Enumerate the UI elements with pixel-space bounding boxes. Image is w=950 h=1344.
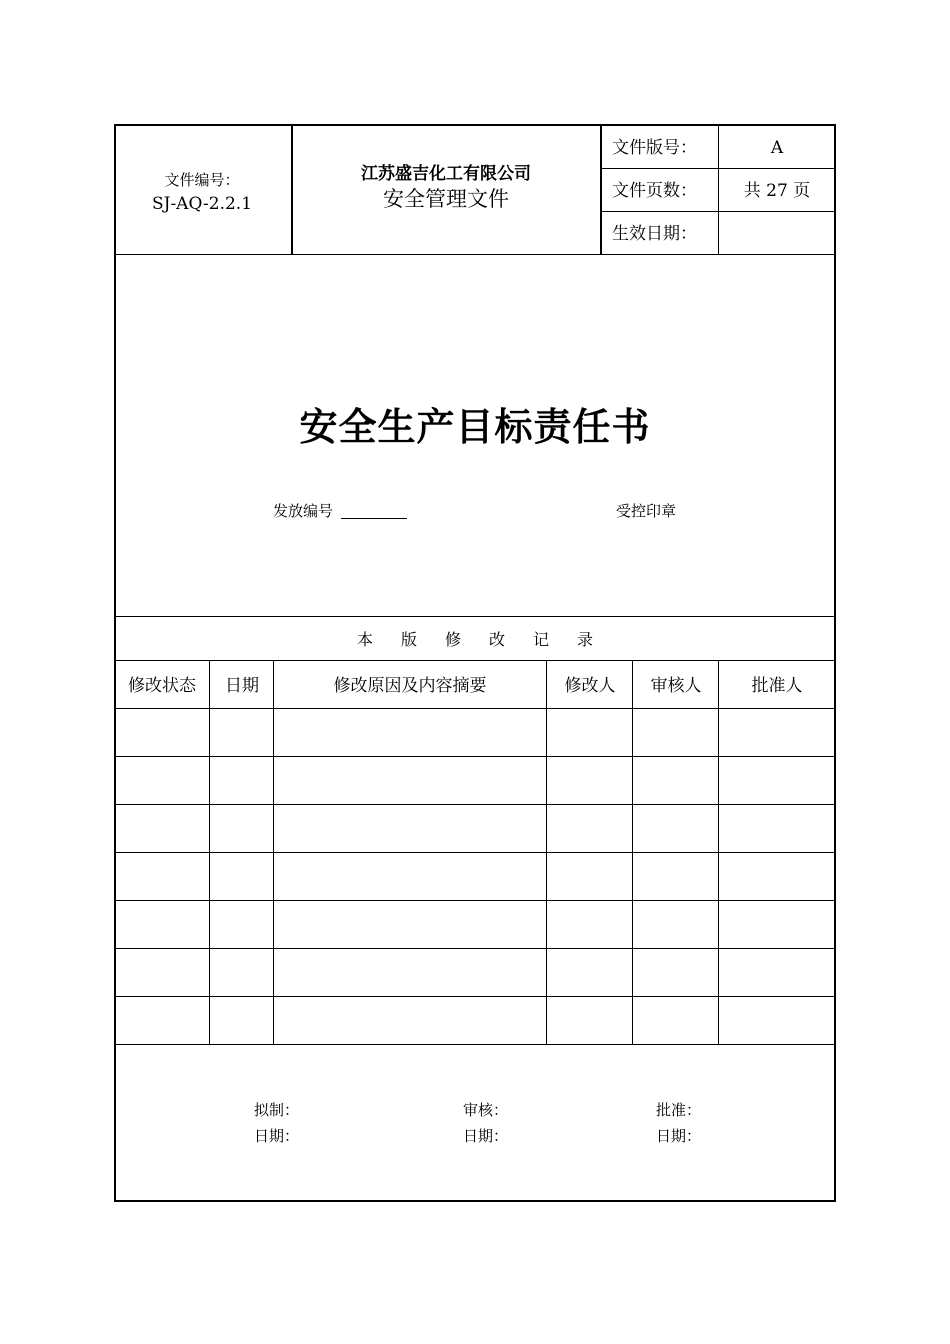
doc-number-label: 文件编号：: [164, 171, 240, 189]
approved-label: 批准：: [656, 1101, 702, 1119]
header-divider-value: [718, 126, 719, 254]
revision-section-title: [343, 632, 607, 648]
column-header-modifier: 修改人: [564, 676, 616, 696]
drafted-date-label: 日期：: [254, 1127, 300, 1145]
table-row-line: [116, 708, 834, 709]
controlled-stamp-label: 受控印章: [616, 502, 677, 520]
reviewed-label: 审核：: [463, 1101, 509, 1119]
table-column-line: [718, 660, 719, 1044]
table-column-line: [546, 660, 547, 1044]
revision-title-char-6: 录: [577, 630, 594, 649]
header-row-line-1: [601, 168, 836, 169]
column-header-date: 日期: [225, 676, 259, 696]
column-header-status: 修改状态: [128, 676, 196, 696]
pages-label: 文件页数：: [612, 181, 697, 201]
revision-title-char-5: 记: [533, 630, 550, 649]
table-column-line: [273, 660, 274, 1044]
header-bottom-line: [116, 254, 834, 255]
header-row-line-2: [601, 211, 836, 212]
table-column-line: [209, 660, 210, 1044]
table-row-line: [116, 900, 834, 901]
column-header-approver: 批准人: [751, 676, 803, 696]
revision-title-char-1: 本: [356, 630, 373, 649]
table-row-line: [116, 804, 834, 805]
revision-top-line: [116, 616, 834, 617]
revision-title-char-2: 版: [400, 630, 417, 649]
table-row-line: [116, 996, 834, 997]
pages-value: 共 27 页: [743, 181, 811, 201]
revision-title-char-4: 改: [489, 630, 506, 649]
table-row-line: [116, 852, 834, 853]
company-name: 江苏盛吉化工有限公司: [361, 164, 531, 184]
header-divider-left: [291, 126, 293, 254]
issue-number-blank[interactable]: [341, 504, 407, 519]
effective-date-label: 生效日期：: [612, 224, 697, 244]
table-column-line: [632, 660, 633, 1044]
drafted-label: 拟制：: [254, 1101, 300, 1119]
column-header-reason: 修改原因及内容摘要: [333, 676, 487, 696]
reviewed-date-label: 日期：: [463, 1127, 509, 1145]
header-divider-right: [600, 126, 602, 254]
document-frame: [114, 124, 836, 1202]
column-header-reviewer: 审核人: [650, 676, 702, 696]
doc-type: 安全管理文件: [383, 187, 509, 211]
page-title: 安全生产目标责任书: [299, 405, 651, 449]
doc-number: SJ-AQ-2.2.1: [151, 194, 253, 214]
revision-title-char-3: 修: [444, 630, 461, 649]
issue-number-field[interactable]: [273, 504, 407, 519]
version-label: 文件版号：: [612, 138, 697, 158]
table-bottom-line: [116, 1044, 834, 1045]
approved-date-label: 日期：: [656, 1127, 702, 1145]
revision-title-bottom-line: [116, 660, 834, 661]
issue-number-label: 发放编号: [273, 502, 334, 520]
version-value: A: [770, 138, 784, 158]
table-row-line: [116, 756, 834, 757]
table-row-line: [116, 948, 834, 949]
